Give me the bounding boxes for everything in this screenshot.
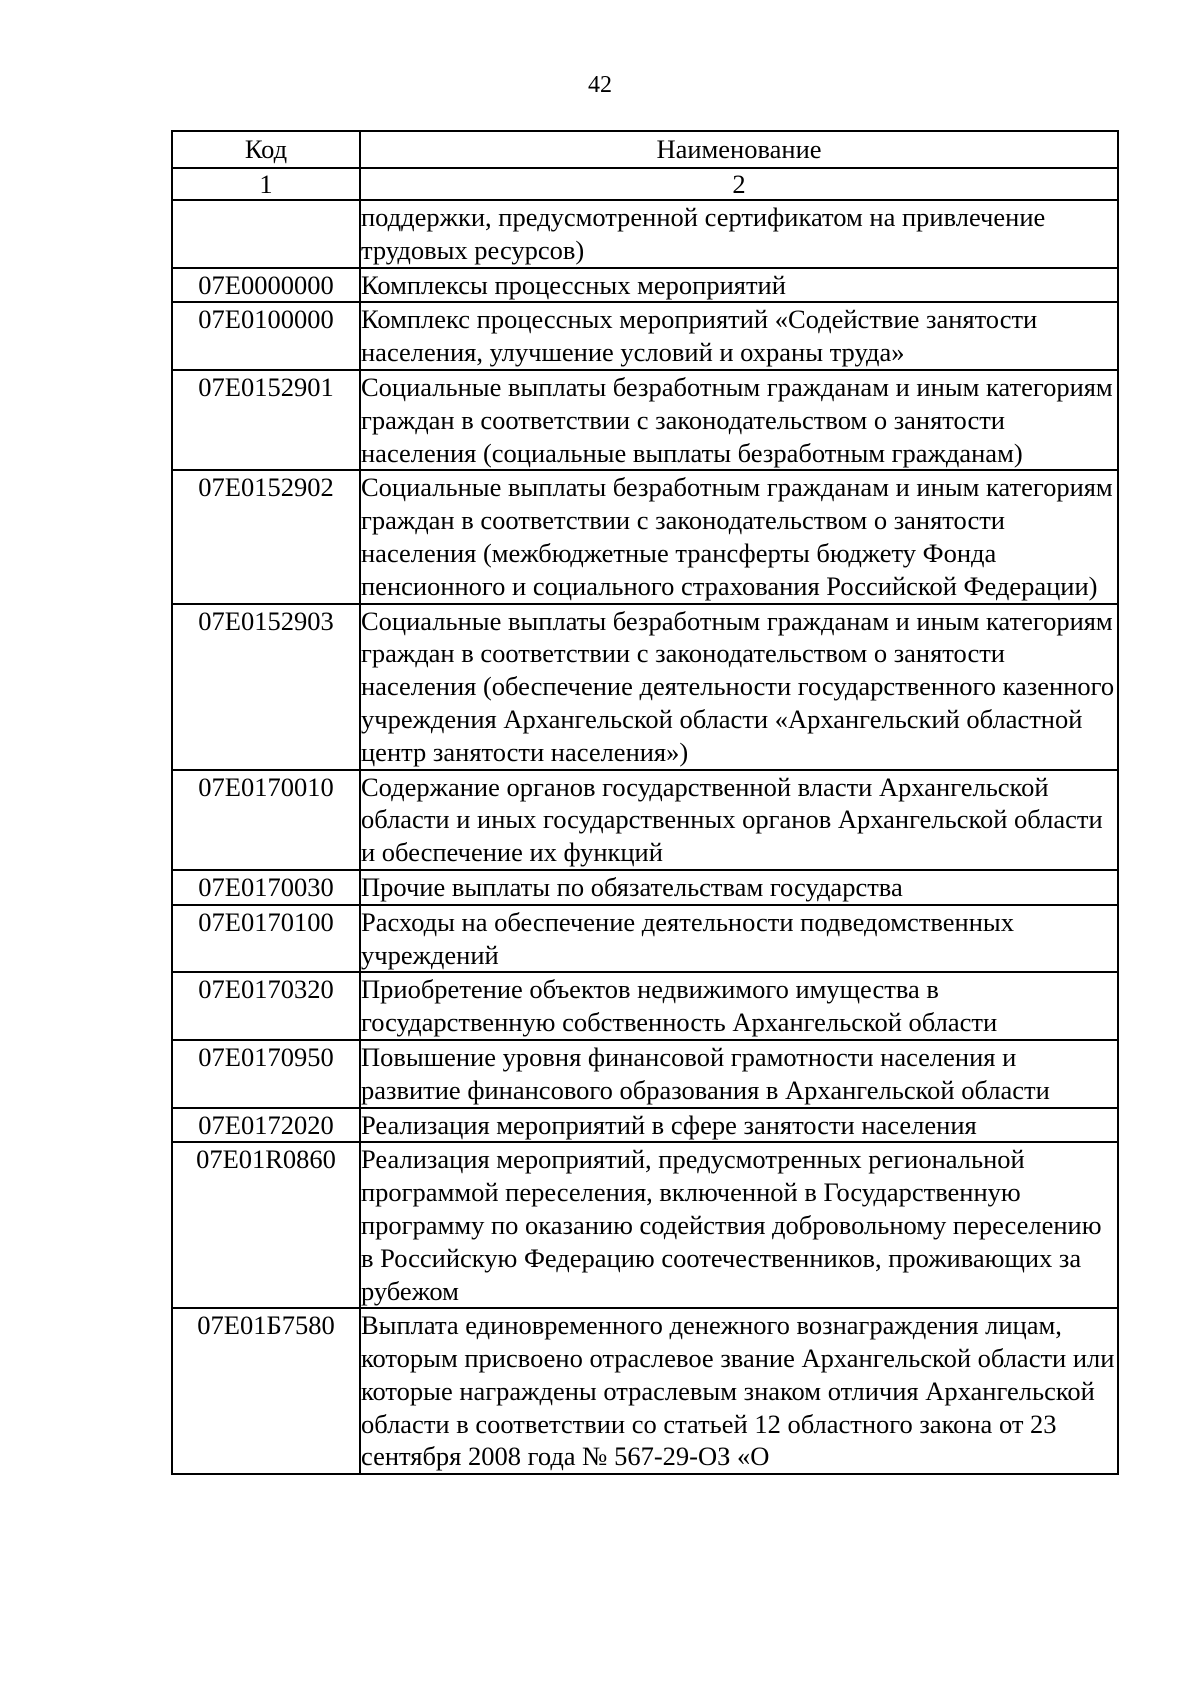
table-row [172,972,1118,1040]
header-name: Наименование [360,131,1118,168]
row-name: Социальные выплаты безработным гражданам и иным категориям граждан в соответствии с законодательством о занятости населения (социальные выплаты безработным гражданам) [360,370,1118,470]
row-name: Повышение уровня финансовой грамотности населения и развитие финансового образования в Архангельской области [360,1040,1118,1108]
row-name: Реализация мероприятий, предусмотренных региональной программой переселения, включенной в Государственную программу по оказанию содействия добровольному переселению в Российскую Федерацию соотечественников, проживающих за рубежом [360,1142,1118,1308]
table-row [172,1040,1118,1108]
table-header-row [172,131,1118,168]
row-name: поддержки, предусмотренной сертификатом на привлечение трудовых ресурсов) [360,200,1118,268]
column-number-name: 2 [360,168,1118,200]
row-code: 07Е0000000 [172,268,360,303]
column-number-row [172,168,1118,200]
row-code: 07Е01Б7580 [172,1308,360,1474]
table-row [172,470,1118,603]
row-code [172,200,360,268]
row-code: 07Е0172020 [172,1108,360,1143]
table-row [172,604,1118,770]
budget-code-table [171,130,1119,1475]
row-name: Комплекс процессных мероприятий «Содействие занятости населения, улучшение условий и охраны труда» [360,302,1118,370]
row-name: Расходы на обеспечение деятельности подведомственных учреждений [360,905,1118,973]
row-code: 07Е0152901 [172,370,360,470]
table-row [172,870,1118,905]
row-code: 07Е0170030 [172,870,360,905]
row-name: Комплексы процессных мероприятий [360,268,1118,303]
row-code: 07Е01R0860 [172,1142,360,1308]
table-row [172,1308,1118,1474]
row-name: Реализация мероприятий в сфере занятости населения [360,1108,1118,1143]
row-code: 07Е0170010 [172,770,360,870]
table-row [172,905,1118,973]
row-code: 07Е0170320 [172,972,360,1040]
page-number: 42 [588,72,612,98]
row-code: 07Е0170100 [172,905,360,973]
row-name: Выплата единовременного денежного вознаграждения лицам, которым присвоено отраслевое звание Архангельской области или которые награждены отраслевым знаком отличия Архангельской области в соответствии со статьей 12 областного закона от 23 сентября 2008 года № 567-29-ОЗ «О [360,1308,1118,1474]
row-name: Прочие выплаты по обязательствам государства [360,870,1118,905]
table-row [172,1108,1118,1143]
row-code: 07Е0170950 [172,1040,360,1108]
header-code: Код [172,131,360,168]
row-name: Содержание органов государственной власти Архангельской области и иных государственных органов Архангельской области и обеспечение их функций [360,770,1118,870]
row-code: 07Е0152903 [172,604,360,770]
row-name: Социальные выплаты безработным гражданам и иным категориям граждан в соответствии с законодательством о занятости населения (обеспечение деятельности государственного казенного учреждения Архангельской области «Архангельский областной центр занятости населения») [360,604,1118,770]
table-row [172,302,1118,370]
row-name: Социальные выплаты безработным гражданам и иным категориям граждан в соответствии с законодательством о занятости населения (межбюджетные трансферты бюджету Фонда пенсионного и социального страхования Российской Федерации) [360,470,1118,603]
row-name: Приобретение объектов недвижимого имущества в государственную собственность Архангельской области [360,972,1118,1040]
row-code: 07Е0152902 [172,470,360,603]
row-code: 07Е0100000 [172,302,360,370]
table-row [172,370,1118,470]
column-number-code: 1 [172,168,360,200]
table-row [172,200,1118,268]
table-row [172,268,1118,303]
table-row [172,1142,1118,1308]
table-row [172,770,1118,870]
